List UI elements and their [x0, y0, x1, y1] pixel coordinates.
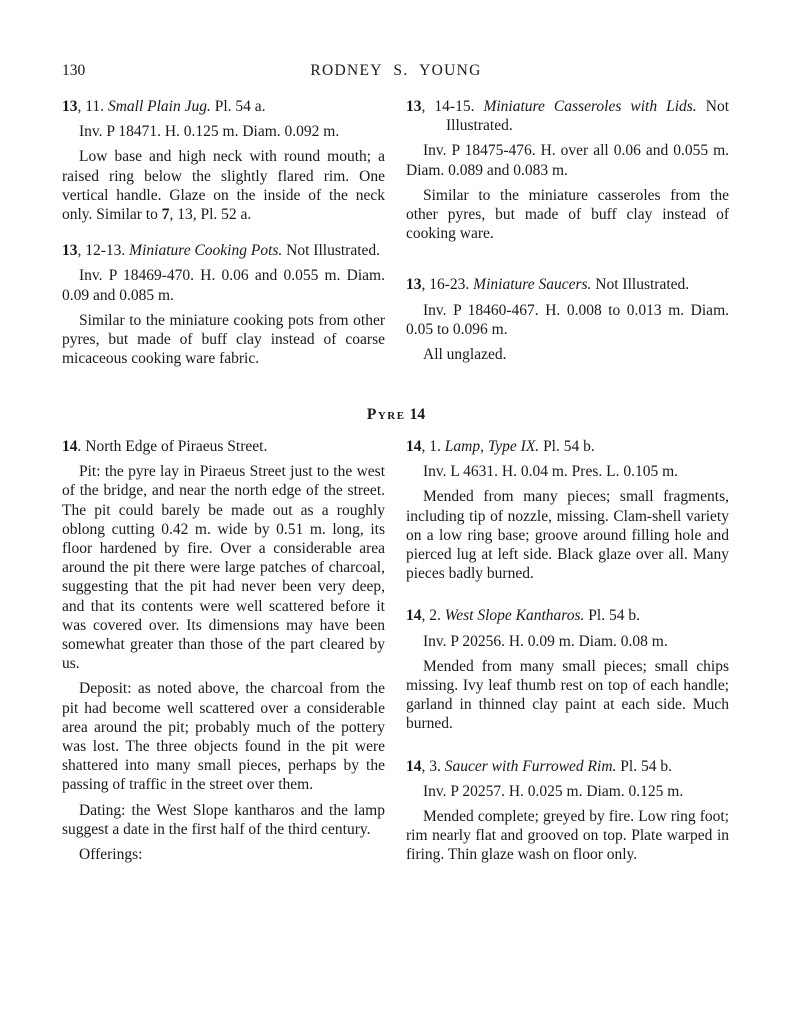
pit-paragraph: Pit: the pyre lay in Piraeus Street just to the west of the bridge, and near the north edge of the street. The pit could barely be made out as a roughly oblong cutting 0.42 m. wide by 0.51 m. long, its floor hardened by fire. Over a considerable area around the pit there were large patches of charcoal, suggesting that the pit had never been very deep, and that its contents were well scattered before it was covered over. Its dimensions may have been somewhat greater than those of the part cleared by us. — [62, 463, 385, 673]
left-column-bottom — [62, 437, 385, 865]
entry-number: 14 — [406, 757, 422, 775]
pyre-location: . North Edge of Piraeus Street. — [77, 438, 268, 455]
inventory-line: Inv. P 20256. H. 0.09 m. Diam. 0.08 m. — [423, 632, 668, 650]
entry-13-12-13 — [62, 241, 385, 368]
entry-14-2 — [406, 606, 729, 733]
running-head: RODNEY S. YOUNG — [310, 62, 482, 79]
entry-plate-ref: Pl. 54 a. — [210, 98, 266, 115]
entry-heading — [406, 275, 729, 294]
entry-plate-ref: Not Illustrated. — [446, 98, 729, 135]
entry-title: West Slope Kantharos. — [444, 607, 585, 625]
page-header — [62, 61, 730, 81]
page-number: 130 — [62, 62, 86, 79]
pyre14-intro-heading — [62, 437, 385, 456]
entry-heading — [62, 241, 385, 260]
pyre13-catalog-section — [62, 97, 730, 368]
entry-title: Miniature Cooking Pots. — [129, 242, 283, 260]
entry-description: Mended from many small pieces; small chips missing. Ivy leaf thumb rest on top of each handle; garland in thinned clay paint at each side. Much burned. — [406, 657, 729, 733]
inventory-line: Inv. P 18475-476. H. over all 0.06 and 0.055 m. Diam. 0.089 and 0.083 m. — [406, 142, 729, 179]
entry-plate-ref: Not Illustrated. — [591, 276, 690, 294]
section-heading-pyre-14 — [0, 405, 792, 424]
entry-heading — [406, 606, 729, 625]
entry-description: Mended complete; greyed by fire. Low ring foot; rim nearly flat and grooved on top. Plate warped in firing. Thin glaze wash on floor only. — [406, 808, 729, 864]
entry-heading — [406, 757, 729, 776]
entry-number: 13 — [62, 98, 78, 115]
entry-item-range: , 16-23. — [421, 276, 474, 294]
entry-14-3 — [406, 757, 729, 865]
pyre14-section — [62, 437, 730, 865]
entry-plate-ref: Not Illustrated. — [282, 242, 381, 260]
inventory-line: Inv. P 18471. H. 0.125 m. Diam. 0.092 m. — [79, 123, 340, 141]
dating-paragraph: Dating: the West Slope kantharos and the lamp suggest a date in the first half of the third century. — [62, 801, 385, 838]
deposit-paragraph: Deposit: as noted above, the charcoal from the pit had become well scattered over a considerable area around the pit; probably much of the pottery was lost. The three objects found in the pit were shattered into many small pieces, perhaps by the passing of traffic in the street over them. — [62, 680, 385, 794]
entry-heading — [406, 437, 729, 456]
entry-number: 14 — [406, 607, 422, 625]
entry-plate-ref: Pl. 54 b. — [616, 757, 672, 775]
entry-item-range: , 1. — [421, 438, 445, 455]
pyre-number: 14 — [62, 438, 78, 455]
offerings-label: Offerings: — [79, 846, 143, 864]
entry-description: Similar to the miniature cooking pots from other pyres, but made of buff clay instead of coarse micaceous cooking ware fabric. — [62, 311, 385, 368]
entry-13-14-15 — [406, 97, 729, 243]
inventory-line: Inv. P 18469-470. H. 0.06 and 0.055 m. Diam. 0.09 and 0.085 m. — [62, 267, 385, 304]
entry-item-range: , 14-15. — [421, 98, 484, 115]
right-column-bottom — [406, 437, 729, 865]
description-text: , 13, Pl. 52 a. — [169, 206, 252, 224]
entry-item-range: , 2. — [421, 607, 445, 625]
entry-number: 13 — [406, 98, 422, 115]
inventory-line: Inv. P 20257. H. 0.025 m. Diam. 0.125 m. — [423, 782, 684, 800]
entry-number: 13 — [406, 276, 422, 294]
entry-item-range: , 3. — [421, 757, 445, 775]
entry-description: All unglazed. — [423, 346, 507, 364]
section-heading-word: Pyre — [366, 406, 406, 423]
inventory-line: Inv. P 18460-467. H. 0.008 to 0.013 m. Diam. 0.05 to 0.096 m. — [406, 301, 729, 338]
entry-number: 14 — [406, 438, 422, 455]
entry-13-11 — [62, 97, 385, 224]
section-heading-number: 14 — [409, 406, 426, 423]
entry-title: Miniature Saucers. — [473, 276, 592, 294]
entry-heading — [406, 97, 729, 135]
entry-title: Small Plain Jug. — [107, 98, 211, 115]
entry-heading — [62, 97, 385, 116]
entry-description: Mended from many pieces; small fragments, including tip of nozzle, missing. Clam-shell variety on a low ring base; groove around filling hole and pierced lug at left side. Black glaze over all. Many pieces badly burned. — [406, 488, 729, 583]
entry-item-range: , 11. — [77, 98, 108, 115]
bold-cross-reference: 7 — [161, 206, 170, 224]
entry-13-16-23 — [406, 275, 729, 364]
entry-number: 13 — [62, 242, 78, 260]
description-text: Low base and high neck with round mouth; a raised ring below the slightly flared rim. One vertical handle. Glaze on the inside of the neck only. Similar to — [62, 148, 385, 224]
entry-description: Similar to the miniature casseroles from the other pyres, but made of buff clay instead of cooking ware. — [406, 186, 729, 243]
entry-title: Miniature Casseroles with Lids. — [483, 98, 697, 115]
entry-14-1 — [406, 437, 729, 583]
inventory-line: Inv. L 4631. H. 0.04 m. Pres. L. 0.105 m. — [423, 463, 679, 481]
entry-title: Lamp, Type IX. — [444, 438, 540, 455]
left-column-top — [62, 97, 385, 368]
right-column-top — [406, 97, 729, 368]
entry-item-range: , 12-13. — [77, 242, 130, 260]
entry-description — [62, 147, 385, 224]
entry-plate-ref: Pl. 54 b. — [584, 607, 640, 625]
entry-plate-ref: Pl. 54 b. — [539, 438, 595, 455]
entry-title: Saucer with Furrowed Rim. — [444, 757, 617, 775]
